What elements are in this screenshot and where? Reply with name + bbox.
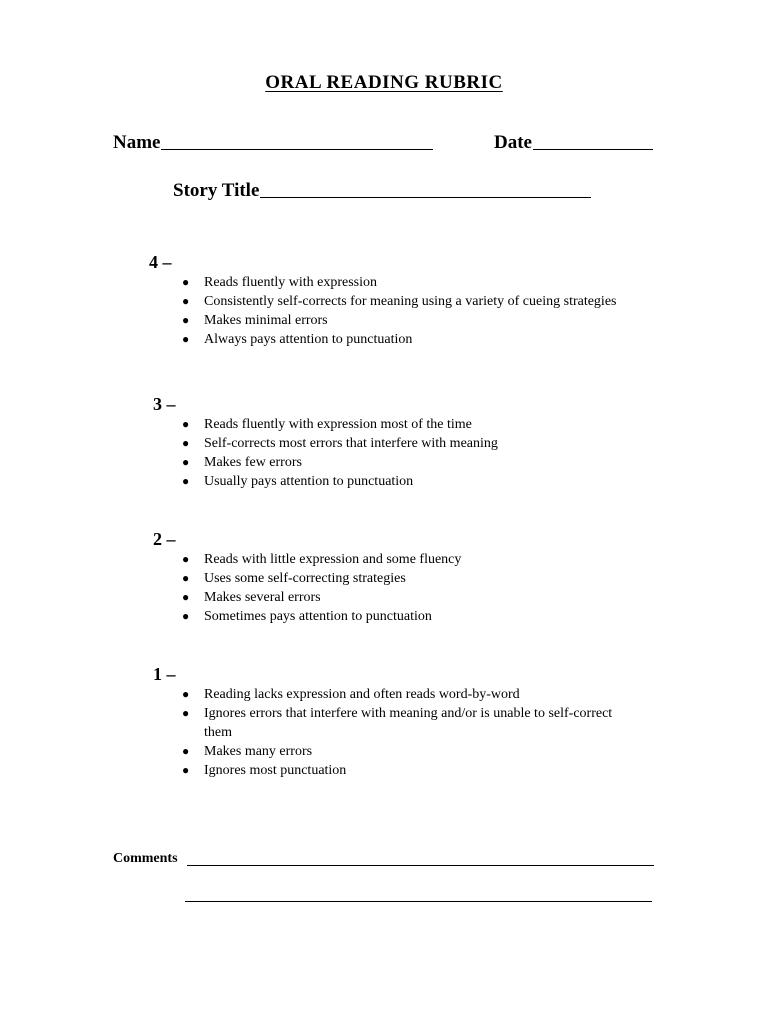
story-title-label: Story Title [173, 180, 260, 201]
score-4-criteria-list [182, 273, 642, 349]
list-item: ● Makes minimal errors [182, 313, 328, 328]
score-1-label: 1 – [153, 664, 176, 684]
bullet-icon: ● [182, 706, 190, 720]
bullet-icon: ● [182, 687, 190, 701]
bullet-icon: ● [182, 744, 190, 758]
list-item: ● Reads fluently with expression most of the time [182, 417, 472, 432]
list-item: ● Ignores errors that interfere with meaning and/or is unable to self-correct them [182, 706, 613, 740]
score-4-label: 4 – [149, 252, 172, 272]
bullet-icon: ● [182, 275, 190, 289]
bullet-icon: ● [182, 590, 190, 604]
bullet-icon: ● [182, 436, 190, 450]
list-item: ● Consistently self-corrects for meaning using a variety of cueing strategies [182, 294, 617, 309]
bullet-icon: ● [182, 552, 190, 566]
name-label: Name [113, 132, 161, 153]
date-blank-line[interactable] [533, 149, 653, 150]
list-item: ● Makes several errors [182, 590, 321, 605]
bullet-icon: ● [182, 609, 190, 623]
date-field[interactable] [494, 132, 653, 154]
list-item: ● Always pays attention to punctuation [182, 332, 413, 347]
score-3-criteria-list [182, 415, 642, 491]
story-title-blank-line[interactable] [260, 197, 591, 198]
name-field[interactable] [113, 132, 433, 154]
list-item: ● Self-corrects most errors that interfere with meaning [182, 436, 498, 451]
score-3-label: 3 – [153, 394, 176, 414]
story-title-field[interactable] [173, 180, 591, 202]
bullet-icon: ● [182, 294, 190, 308]
bullet-icon: ● [182, 332, 190, 346]
score-2-criteria-list [182, 550, 642, 626]
bullet-icon: ● [182, 571, 190, 585]
bullet-icon: ● [182, 455, 190, 469]
list-item: ● Uses some self-correcting strategies [182, 571, 406, 586]
bullet-icon: ● [182, 763, 190, 777]
bullet-icon: ● [182, 417, 190, 431]
comments-line-1[interactable] [187, 865, 654, 866]
list-item: ● Reading lacks expression and often reads word-by-word [182, 687, 520, 702]
bullet-icon: ● [182, 474, 190, 488]
score-1-criteria-list [182, 685, 642, 780]
score-2-label: 2 – [153, 529, 176, 549]
bullet-icon: ● [182, 313, 190, 327]
comments-line-2[interactable] [185, 901, 652, 902]
list-item: ● Reads with little expression and some fluency [182, 552, 462, 567]
list-item: ● Ignores most punctuation [182, 763, 347, 778]
list-item: ● Makes many errors [182, 744, 313, 759]
name-blank-line[interactable] [161, 149, 433, 150]
page-title: ORAL READING RUBRIC [265, 72, 503, 93]
date-label: Date [494, 132, 532, 153]
list-item: ● Reads fluently with expression [182, 275, 378, 290]
list-item: ● Usually pays attention to punctuation [182, 474, 414, 489]
list-item: ● Makes few errors [182, 455, 302, 470]
list-item: ● Sometimes pays attention to punctuation [182, 609, 432, 624]
comments-label: Comments [113, 851, 178, 866]
